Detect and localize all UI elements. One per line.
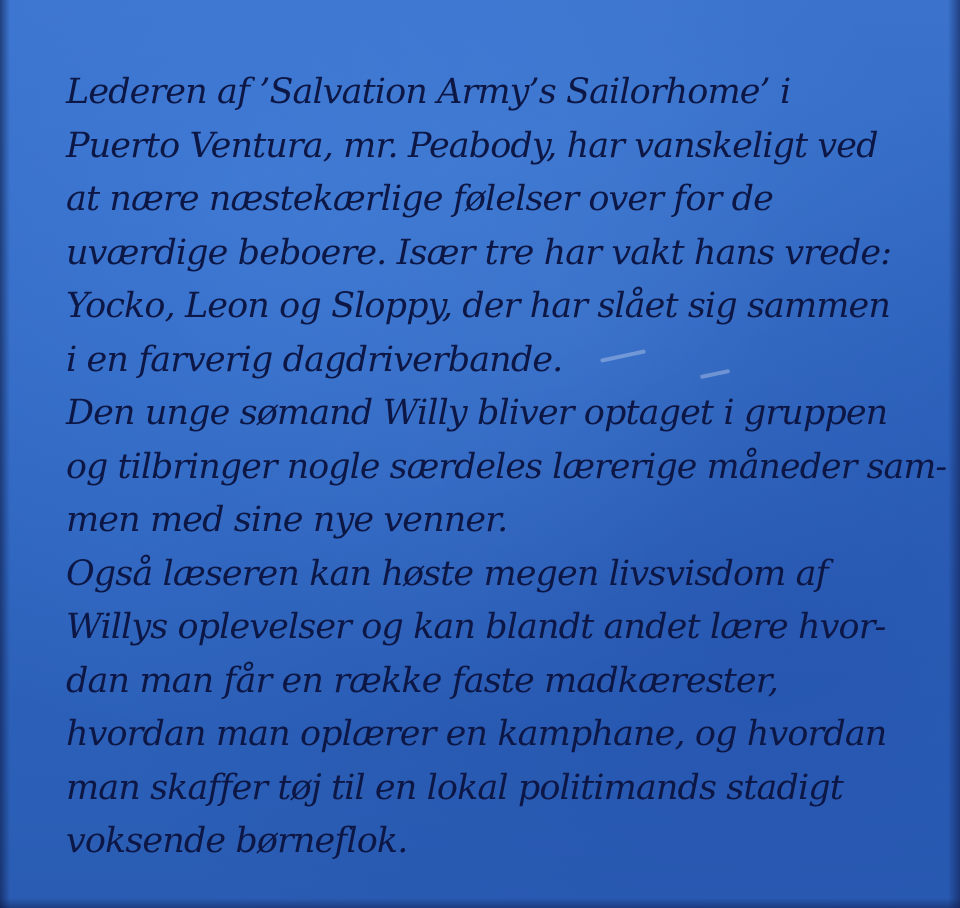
cover-bottom-edge-shadow xyxy=(0,898,960,908)
blurb-line: man skaffer tøj til en lokal politimands stadigt xyxy=(66,767,843,808)
blurb-line: dan man får en række faste madkærester, xyxy=(66,660,778,701)
cover-right-edge-shadow xyxy=(948,0,960,908)
blurb-line: at nære næstekærlige følelser over for de xyxy=(66,179,773,219)
blurb-line: Også læseren kan høste megen livsvisdom af xyxy=(66,553,828,594)
blurb-line: Lederen af ’Salvation Army’s Sailorhome’ i xyxy=(66,72,791,112)
blurb-line: voksende børneflok. xyxy=(66,821,408,861)
blurb-line: hvordan man oplærer en kamphane, og hvordan xyxy=(66,714,887,754)
blurb-line: og tilbringer nogle særdeles lærerige måneder sam- xyxy=(66,446,947,487)
blurb-line: Yocko, Leon og Sloppy, der har slået sig sammen xyxy=(66,286,891,326)
blurb-line: Den unge sømand Willy bliver optaget i gruppen xyxy=(66,393,888,433)
blurb-line: i en farverig dagdriverbande. xyxy=(66,339,563,380)
blurb-line: Puerto Ventura, mr. Peabody, har vanskeligt ved xyxy=(66,125,878,166)
blurb-text xyxy=(66,66,946,869)
cover-left-edge-shadow xyxy=(0,0,10,908)
blurb-line: Willys oplevelser og kan blandt andet lære hvor- xyxy=(66,607,886,647)
blurb-line: men med sine nye venner. xyxy=(66,500,508,540)
blurb-line: uværdige beboere. Især tre har vakt hans vrede: xyxy=(66,232,892,273)
